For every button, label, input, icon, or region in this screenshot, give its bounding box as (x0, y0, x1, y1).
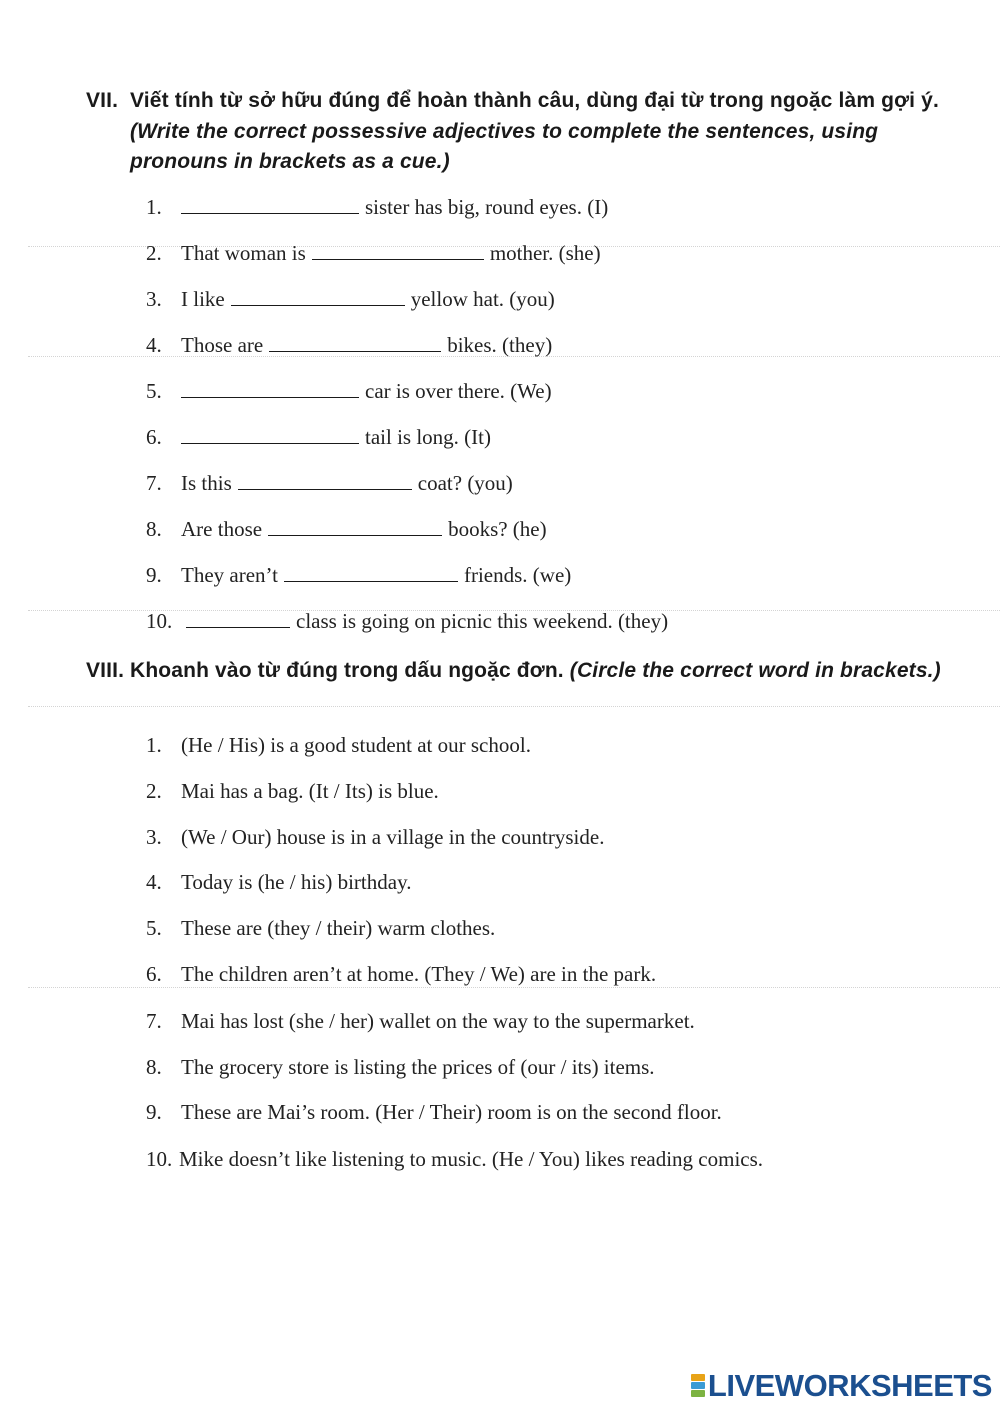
item-text-after: bikes. (they) (447, 333, 553, 357)
logo-mark-bar (691, 1374, 705, 1381)
item-number: 4. (146, 870, 162, 894)
item-text-after: friends. (we) (463, 563, 572, 587)
exercise-item (146, 468, 513, 498)
exercise-item (146, 913, 495, 943)
item-text-before: They aren’t (181, 563, 278, 587)
instruction-english: (Write the correct possessive adjectives to complete the sentences, using pronouns in brackets as a cue.) (130, 119, 879, 173)
item-number: 9. (146, 1100, 162, 1124)
liveworksheets-logo-icon (691, 1374, 705, 1397)
item-number: 4. (146, 333, 162, 357)
exercise-item (146, 284, 555, 314)
exercise-item (146, 1144, 763, 1174)
item-text-after: coat? (you) (417, 471, 513, 495)
answer-blank[interactable] (181, 379, 359, 398)
exercise-item (146, 514, 547, 544)
item-text: (We / Our) house is in a village in the countryside. (181, 825, 605, 849)
item-number: 7. (146, 471, 162, 495)
exercise-item (146, 959, 656, 989)
item-number: 6. (146, 962, 162, 986)
answer-blank[interactable] (312, 241, 484, 260)
scan-line (28, 706, 1000, 707)
exercise-item (146, 192, 608, 222)
item-text-before: Are those (181, 517, 263, 541)
instruction-vietnamese: Viết tính từ sở hữu đúng để hoàn thành câu, dùng đại từ trong ngoặc làm gợi ý. (130, 89, 939, 112)
section-viii-heading (86, 656, 958, 687)
item-number: 2. (146, 241, 162, 265)
exercise-item (146, 730, 531, 760)
item-text-after: tail is long. (It) (365, 425, 491, 449)
logo-mark-bar (691, 1390, 705, 1397)
item-text-after: books? (he) (448, 517, 547, 541)
item-text: Mai has lost (she / her) wallet on the way to the supermarket. (181, 1009, 695, 1033)
item-text: (He / His) is a good student at our school. (181, 733, 531, 757)
logo-text: LIVEWORKSHEETS (707, 1367, 992, 1403)
item-number: 8. (146, 517, 162, 541)
liveworksheets-logo[interactable] (691, 1365, 992, 1405)
item-text-after: yellow hat. (you) (410, 287, 555, 311)
exercise-item (146, 1052, 655, 1082)
answer-blank[interactable] (238, 471, 412, 490)
answer-blank[interactable] (181, 425, 359, 444)
exercise-item (146, 238, 601, 268)
section-number: VIII. (86, 659, 125, 682)
item-text: The children aren’t at home. (They / We) are in the park. (181, 962, 657, 986)
exercise-item (146, 776, 439, 806)
exercise-item (146, 560, 571, 590)
item-text-before: I like (181, 287, 225, 311)
item-text-after: mother. (she) (489, 241, 601, 265)
exercise-item (146, 1097, 722, 1127)
item-text-before: That woman is (181, 241, 306, 265)
exercise-item (146, 330, 552, 360)
section-vii-heading (86, 86, 958, 178)
exercise-item (146, 606, 668, 636)
item-number: 10. (146, 609, 173, 633)
answer-blank[interactable] (231, 287, 405, 306)
item-number: 2. (146, 779, 162, 803)
exercise-item (146, 822, 604, 852)
instruction-english: (Circle the correct word in brackets.) (569, 659, 941, 682)
item-text-before: Those are (181, 333, 264, 357)
item-text-before: Is this (181, 471, 232, 495)
answer-blank[interactable] (186, 609, 290, 628)
item-text: Mai has a bag. (It / Its) is blue. (181, 779, 439, 803)
item-text-after: class is going on picnic this weekend. (they) (296, 609, 669, 633)
item-number: 10. (146, 1147, 173, 1171)
item-number: 1. (146, 195, 162, 219)
exercise-item (146, 422, 491, 452)
item-text: The grocery store is listing the prices of (our / its) items. (181, 1055, 655, 1079)
item-number: 7. (146, 1009, 162, 1033)
item-text: These are (they / their) warm clothes. (181, 916, 496, 940)
exercise-item (146, 1006, 695, 1036)
item-number: 5. (146, 916, 162, 940)
item-text-after: sister has big, round eyes. (I) (365, 195, 609, 219)
exercise-item (146, 867, 411, 897)
answer-blank[interactable] (269, 333, 441, 352)
exercise-item (146, 376, 552, 406)
item-number: 3. (146, 825, 162, 849)
answer-blank[interactable] (268, 517, 442, 536)
item-number: 6. (146, 425, 162, 449)
item-text: These are Mai’s room. (Her / Their) room is on the second floor. (181, 1100, 722, 1124)
answer-blank[interactable] (181, 195, 359, 214)
item-number: 3. (146, 287, 162, 311)
item-number: 1. (146, 733, 162, 757)
answer-blank[interactable] (284, 563, 458, 582)
logo-mark-bar (691, 1382, 705, 1389)
item-number: 5. (146, 379, 162, 403)
instruction-vietnamese: Khoanh vào từ đúng trong dấu ngoặc đơn. (130, 659, 564, 682)
item-text-after: car is over there. (We) (365, 379, 552, 403)
section-number: VII. (86, 89, 119, 112)
item-text: Today is (he / his) birthday. (181, 870, 412, 894)
item-number: 9. (146, 563, 162, 587)
item-number: 8. (146, 1055, 162, 1079)
item-text: Mike doesn’t like listening to music. (He / You) likes reading comics. (179, 1147, 764, 1171)
